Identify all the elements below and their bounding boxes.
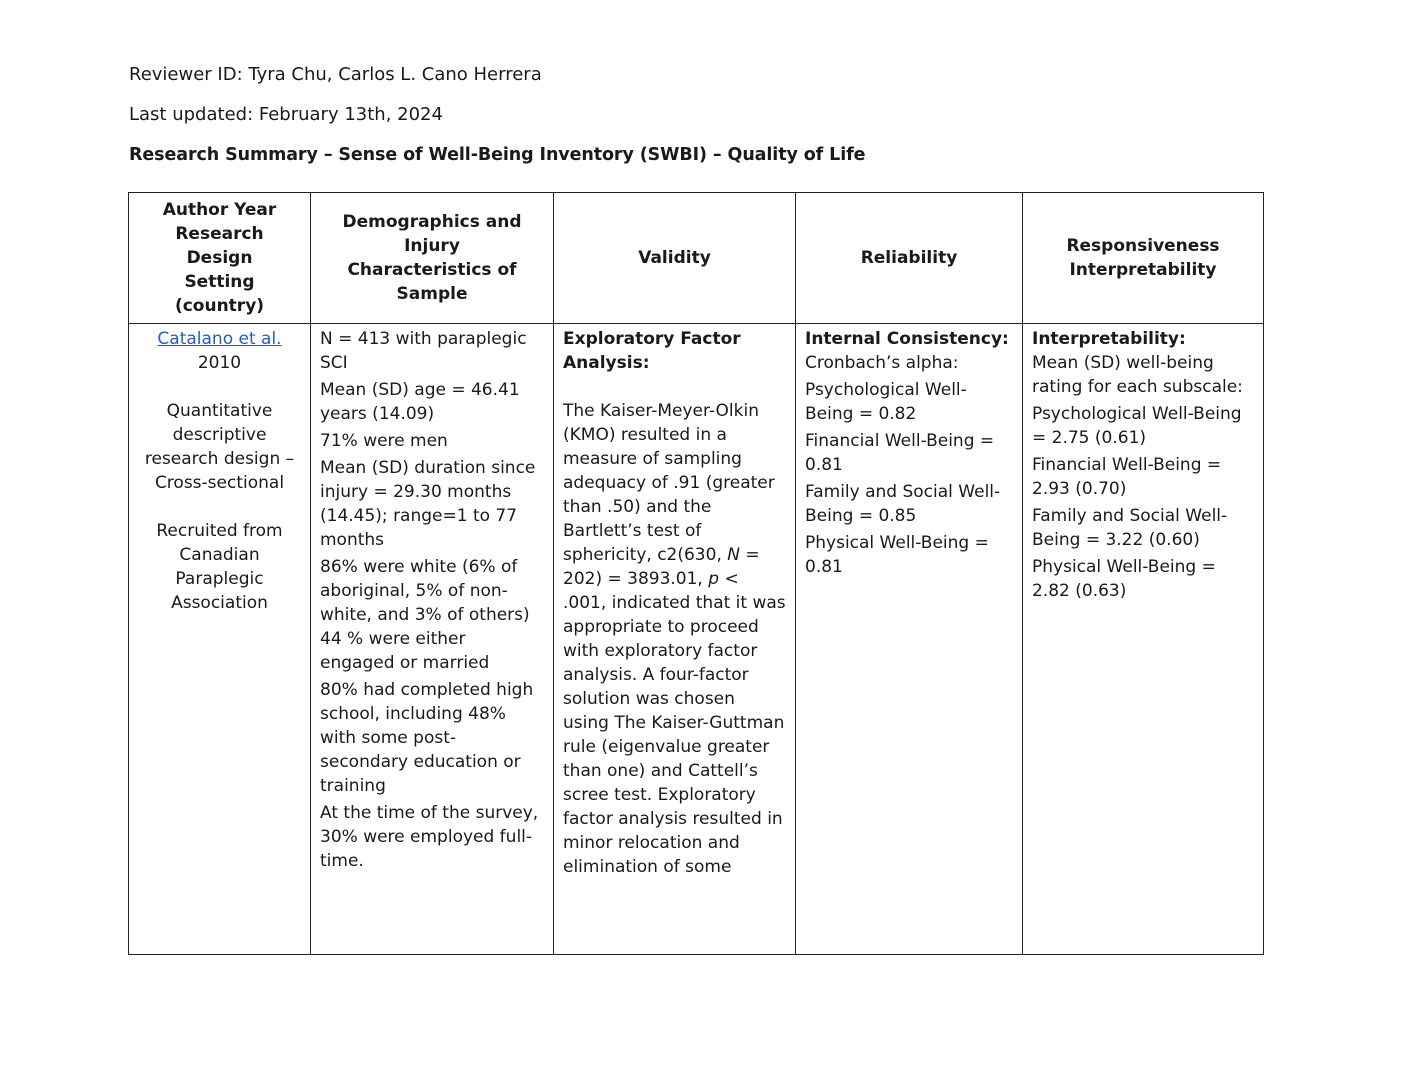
header-responsiveness: [1023, 193, 1264, 324]
header-line: (country): [174, 296, 265, 316]
interpretability-cell: [1023, 324, 1264, 955]
header-demographics: [311, 193, 554, 324]
reliability-item: Financial Well-Being = 0.81: [805, 431, 995, 475]
header-line: Design: [186, 248, 253, 268]
header-line: Responsiveness: [1066, 236, 1220, 256]
header-line: Demographics and: [342, 212, 522, 232]
interpretability-item: Physical Well-Being = 2.82 (0.63): [1032, 557, 1216, 601]
table-header-row: [129, 193, 1264, 324]
demographic-item: Mean (SD) duration since injury = 29.30 months (14.45); range=1 to 77 months: [320, 458, 536, 550]
interpretability-intro: Mean (SD) well-being rating for each subscale:: [1032, 353, 1243, 397]
demographics-cell: [311, 324, 554, 955]
study-setting: Recruited from Canadian Paraplegic Association: [156, 521, 283, 613]
interpretability-item: Family and Social Well-Being = 3.22 (0.60): [1032, 506, 1228, 550]
demographic-item: 80% had completed high school, including 48% with some post-secondary education or training: [320, 680, 534, 796]
research-summary-table: [128, 192, 1264, 955]
table-row: [129, 324, 1264, 955]
reviewer-id: Reviewer ID: Tyra Chu, Carlos L. Cano Herrera: [129, 64, 542, 85]
header-line: Author Year: [162, 200, 277, 220]
document-title: Research Summary – Sense of Well-Being Inventory (SWBI) – Quality of Life: [129, 145, 866, 165]
header-line: Interpretability: [1069, 260, 1217, 280]
study-design: Quantitative descriptive research design – Cross-sectional: [144, 401, 295, 493]
header-line: Research: [175, 224, 264, 244]
citation-link[interactable]: Catalano et al.: [157, 329, 282, 349]
reliability-heading: Internal Consistency:: [805, 329, 1009, 349]
header-line: Injury: [404, 236, 460, 256]
study-year: 2010: [197, 353, 242, 373]
interpretability-item: Psychological Well-Being = 2.75 (0.61): [1032, 404, 1242, 448]
interpretability-heading: Interpretability:: [1032, 329, 1186, 349]
header-reliability: Reliability: [796, 193, 1023, 324]
demographic-item: Mean (SD) age = 46.41 years (14.09): [320, 380, 520, 424]
header-author-year-design: [129, 193, 311, 324]
reliability-item: Family and Social Well-Being = 0.85: [805, 482, 1001, 526]
header-line: Sample: [396, 284, 468, 304]
demographic-item: 71% were men: [320, 431, 448, 451]
reliability-subheading: Cronbach’s alpha:: [805, 353, 959, 373]
validity-heading: Exploratory Factor Analysis:: [563, 329, 741, 373]
reliability-item: Physical Well-Being = 0.81: [805, 533, 989, 577]
header-line: Setting: [184, 272, 255, 292]
reliability-item: Psychological Well-Being = 0.82: [805, 380, 967, 424]
demographic-item: At the time of the survey, 30% were employed full-time.: [320, 803, 539, 871]
header-validity: Validity: [554, 193, 796, 324]
demographic-item: N = 413 with paraplegic SCI: [320, 329, 527, 373]
validity-text: The Kaiser-Meyer-Olkin (KMO) resulted in a measure of sampling adequacy of .91 (greater than .50) and the Bartlett’s test of sphericity, c2(630, N = 202) = 3893.01, p < .001, indicated that it was appropriate to proceed with exploratory factor analysis. A four-factor solution was chosen using The Kaiser-Guttman rule (eigenvalue greater than one) and Cattell’s scree test. Exploratory factor analysis resulted in minor relocation and elimination of some: [563, 401, 786, 877]
reliability-cell: [796, 324, 1023, 955]
validity-cell: [554, 324, 796, 955]
study-cell: [129, 324, 311, 955]
demographic-item: 86% were white (6% of aboriginal, 5% of non-white, and 3% of others) 44 % were either engaged or married: [320, 557, 530, 673]
interpretability-item: Financial Well-Being = 2.93 (0.70): [1032, 455, 1222, 499]
header-line: Characteristics of: [347, 260, 517, 280]
last-updated: Last updated: February 13th, 2024: [129, 104, 443, 125]
